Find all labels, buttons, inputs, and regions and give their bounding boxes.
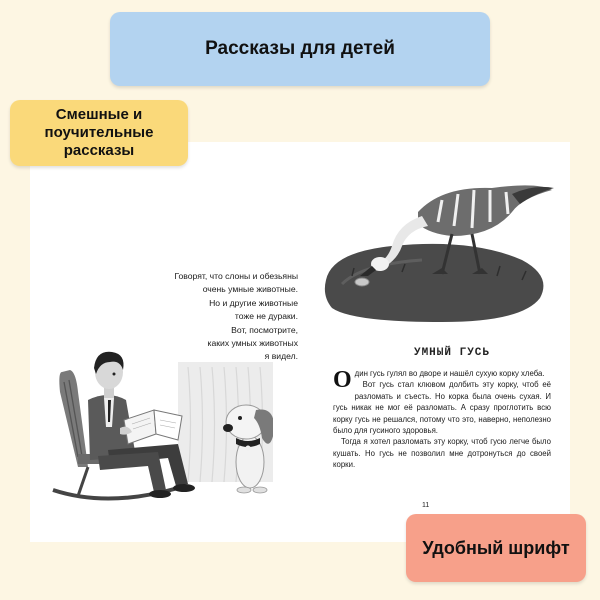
story-paragraph: дин гусь гулял во дворе и нашёл сухую корку хлеба. [354, 369, 545, 378]
story-paragraph: Тогда я хотел разломать эту корку, чтоб гусю легче было кушать. Но гусь не позволил мне дотронуться до своей корки. [333, 437, 551, 470]
book-spread [30, 142, 570, 542]
intro-line: очень умные животные. [202, 284, 298, 295]
intro-line: я видел. [264, 351, 298, 362]
intro-line: Вот, посмотрите, [231, 324, 298, 335]
intro-line: тоже не дураки. [234, 311, 298, 322]
page-number: 11 [422, 502, 430, 509]
right-page [300, 142, 570, 542]
story-title: УМНЫЙ ГУСЬ [413, 347, 490, 359]
intro-line: каких умных животных [207, 338, 298, 349]
dropcap-letter: О [333, 367, 352, 393]
intro-line: Говорят, что слоны и обезьяны [174, 271, 298, 281]
intro-line: Но и другие животные [209, 297, 298, 308]
story-text [333, 368, 551, 471]
feature-badge-convenient-font: Удобный шрифт [406, 514, 586, 582]
left-page [30, 142, 300, 542]
story-paragraph: Вот гусь стал клювом долбить эту корку, чтоб её разломать и съесть. Но корка была очень сухая. И гусь никак не мог её разломать. А сразу проглотить всю корку гусь не решался, потому что это, наверно, неполезно было для гусиного здоровья. [333, 380, 551, 436]
title-badge: Рассказы для детей [110, 12, 490, 86]
goose-illustration [322, 172, 557, 332]
man-reading-illustration [48, 332, 273, 512]
feature-badge-funny-stories: Смешные и поучительные рассказы [10, 100, 188, 166]
